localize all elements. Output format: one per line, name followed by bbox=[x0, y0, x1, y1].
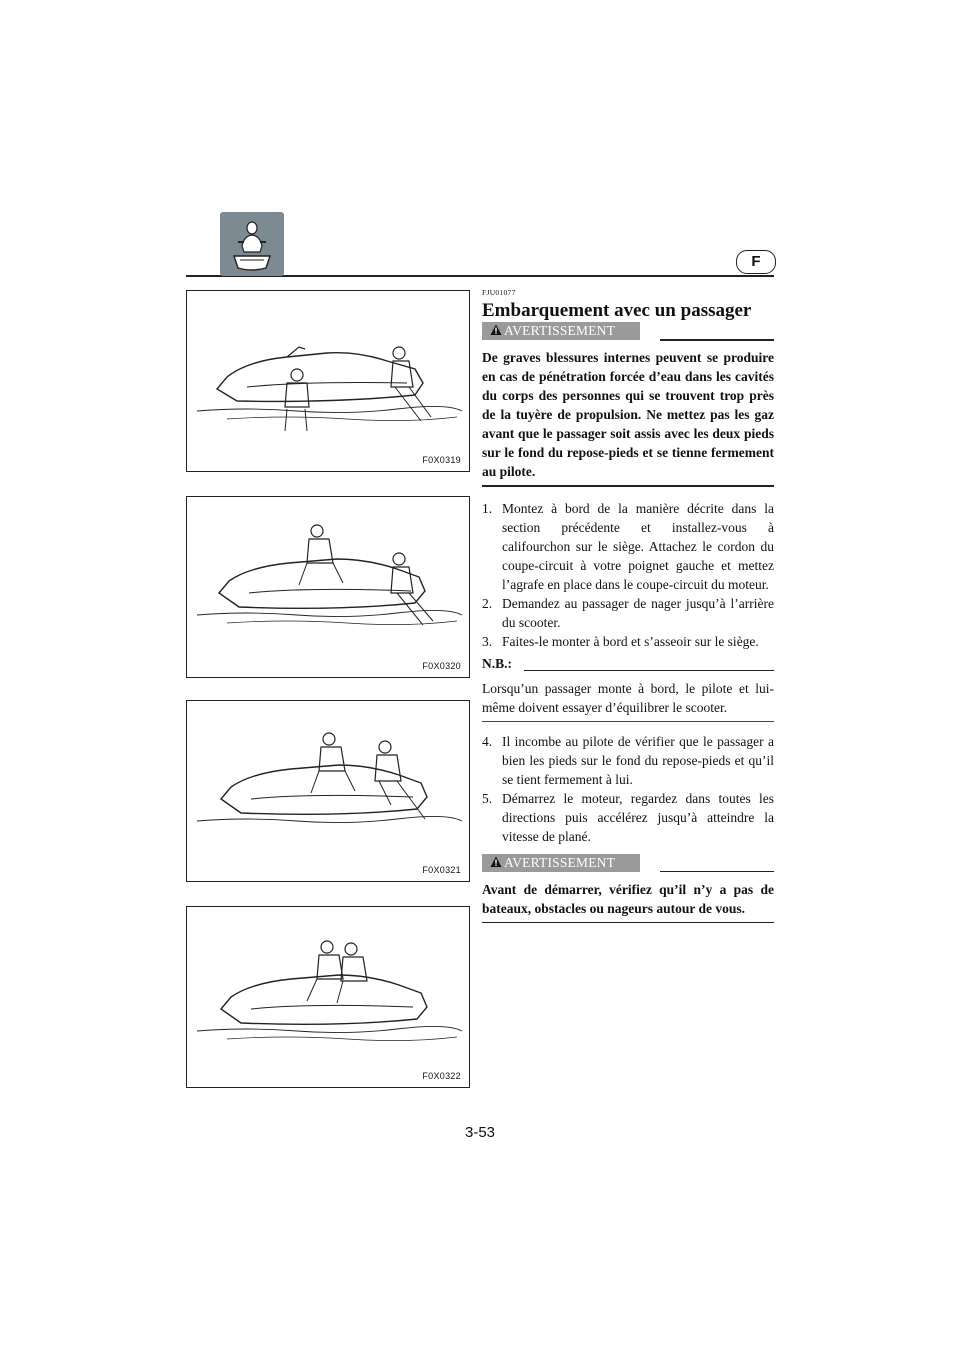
figure-code: F0X0320 bbox=[422, 661, 461, 671]
steps-list-b bbox=[482, 732, 774, 846]
warning-triangle-icon bbox=[490, 856, 502, 868]
note-block bbox=[482, 655, 774, 722]
warning-header-rule bbox=[660, 871, 774, 873]
warning-text: De graves blessures internes peuvent se produire en cas de pénétration forcée d’eau dans les cavités du corps des personnes qui se trouvent trop près de la tuyère de propulsion. Ne mettez pas les gaz avant que le passager soit assis avec les deux pieds sur le fond du repose-pieds et se tienne fermement au pilote. bbox=[482, 350, 774, 479]
warning-end-rule bbox=[482, 485, 774, 487]
warning-label: AVERTISSEMENT bbox=[504, 854, 616, 870]
jetski-rider-icon bbox=[220, 212, 284, 276]
note-end-rule bbox=[482, 721, 774, 722]
warning-badge bbox=[482, 322, 640, 340]
figure-both-seated bbox=[186, 906, 470, 1088]
warning-header-rule bbox=[660, 339, 774, 341]
step-item: 4. Il incombe au pilote de vérifier que le passager a bien les pieds sur le fond du repose-pieds et qu’il se tient fermement à lui. bbox=[482, 733, 774, 787]
step-item: 5. Démarrez le moteur, regardez dans toutes les directions puis accélérez jusqu’à atteindre la vitesse de plané. bbox=[482, 790, 774, 844]
document-code: FJU01077 bbox=[482, 288, 516, 297]
note-header-rule bbox=[524, 670, 774, 671]
step-item: 2. Demandez au passager de nager jusqu’à l’arrière du scooter. bbox=[482, 595, 774, 630]
warning-block-1 bbox=[482, 322, 774, 923]
warning-block-2 bbox=[482, 854, 774, 924]
note-label: N.B.: bbox=[482, 655, 512, 671]
page-number: 3-53 bbox=[464, 1124, 496, 1141]
warning-header bbox=[482, 322, 774, 342]
warning-end-rule bbox=[482, 922, 774, 924]
step-item: 3. Faites-le monter à bord et s’asseoir sur le siège. bbox=[482, 633, 759, 649]
warning-text: Avant de démarrer, vérifiez qu’il n’y a pas de bateaux, obstacles ou nageurs autour de vous. bbox=[482, 881, 774, 916]
figure-passenger-boarding bbox=[186, 700, 470, 882]
steps-list-a bbox=[482, 499, 774, 651]
note-text: Lorsqu’un passager monte à bord, le pilote et lui-même doivent essayer d’équilibrer le scooter. bbox=[482, 680, 774, 715]
section-title: Embarquement avec un passager bbox=[482, 300, 752, 321]
language-badge: F bbox=[736, 250, 776, 274]
warning-badge bbox=[482, 854, 640, 872]
warning-header bbox=[482, 854, 774, 874]
figure-code: F0X0321 bbox=[422, 865, 461, 875]
figure-code: F0X0322 bbox=[422, 1071, 461, 1081]
step-item: 1. Montez à bord de la manière décrite dans la section précédente et installez-vous à califourchon sur le siège. Attachez le cordon du coupe-circuit à votre poignet gauche et mettez l’agrafe en place dans le coupe-circuit du moteur. bbox=[482, 500, 774, 592]
warning-triangle-icon bbox=[490, 324, 502, 336]
figure-code: F0X0319 bbox=[422, 455, 461, 465]
figure-passenger-climbing bbox=[186, 496, 470, 678]
figure-passenger-in-water bbox=[186, 290, 470, 472]
warning-label: AVERTISSEMENT bbox=[504, 323, 616, 338]
